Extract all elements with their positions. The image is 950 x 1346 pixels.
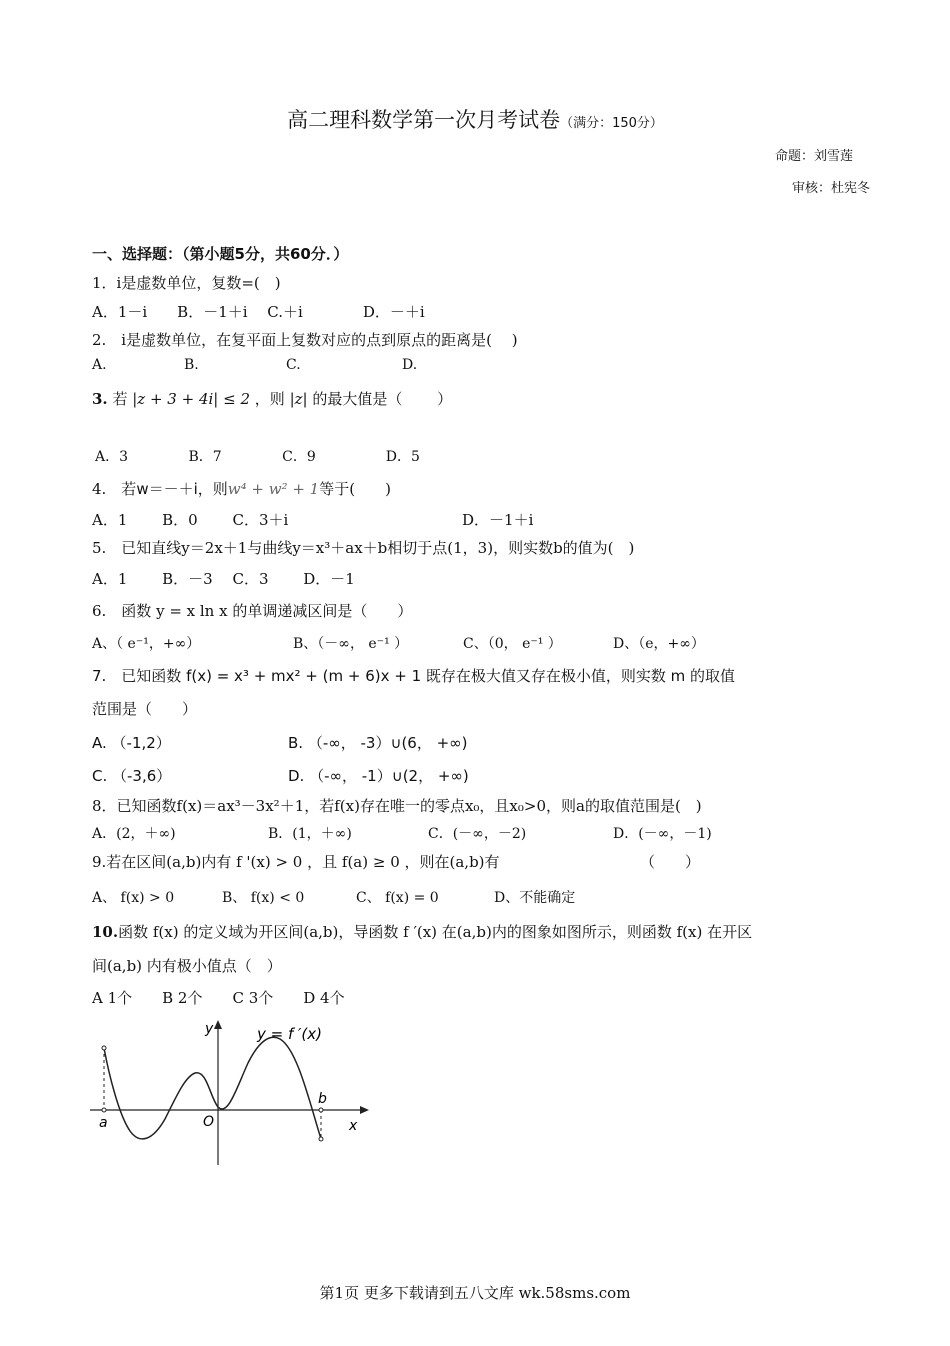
- q7-option-a: A. （-1,2）: [92, 734, 171, 752]
- q9-paren: （ ）: [640, 853, 701, 871]
- q4-stem: [92, 478, 391, 499]
- q3-number: 3.: [92, 390, 108, 408]
- q10-stem-text: 函数 f(x) 的定义域为开区间(a,b)，导函数 f ′(x) 在(a,b)内的图象如图所示，则函数 f(x) 在开区: [118, 923, 753, 941]
- curve-label: y = f ′(x): [257, 1025, 323, 1043]
- q7-stem: 7. 已知函数 f(x) = x³ + mx² + (m + 6)x + 1 既存在极大值又存在极小值，则实数 m 的取值: [92, 667, 736, 685]
- q9-option-d: D、不能确定: [494, 890, 576, 906]
- score-note: （满分：150分）: [560, 116, 663, 131]
- y-label: y: [205, 1021, 214, 1037]
- q2-option-b: B.: [184, 357, 199, 373]
- x-axis-arrow-icon: [360, 1106, 369, 1114]
- q2-option-d: D.: [402, 357, 418, 373]
- q10-options: A 1个 B 2个 C 3个 D 4个: [92, 989, 345, 1007]
- title-text: 高二理科数学第一次月考试卷: [287, 108, 561, 132]
- open-endpoint-a: [102, 1046, 106, 1050]
- q7-option-d: D. （-∞， -1）∪(2， +∞): [288, 767, 469, 785]
- derivative-graph: [85, 1015, 375, 1175]
- point-b: [319, 1108, 323, 1112]
- q7-stem-2: 范围是（ ）: [92, 700, 198, 718]
- q7-option-c: C. （-3,6）: [92, 767, 172, 785]
- q8-option-a: A．(2，＋∞): [92, 826, 176, 842]
- a-label: a: [99, 1115, 108, 1131]
- q6-option-a: A、（ e⁻¹，+∞）: [92, 636, 201, 652]
- page-footer: 第1页 更多下载请到五八文库 wk.58sms.com: [319, 1284, 631, 1302]
- q10-stem: [92, 921, 752, 942]
- q6-option-d: D、（e，+∞）: [613, 636, 705, 652]
- q8-stem: 8．已知函数f(x)＝ax³－3x²＋1，若f(x)存在唯一的零点x₀，且x₀>0，则a的取值范围是( ): [92, 797, 702, 815]
- open-endpoint-b: [319, 1137, 323, 1141]
- q9-option-c: C、 f(x) = 0: [356, 890, 439, 906]
- q6-option-c: C、（0， e⁻¹ ）: [463, 636, 562, 652]
- q3-post: 的最大值是（ ）: [312, 390, 453, 408]
- q4-mid: ，则: [197, 480, 228, 498]
- q5-options: A．1 B．－3 C．3 D．－1: [92, 570, 355, 588]
- q1-stem: 1．i是虚数单位，复数=( ): [92, 274, 281, 292]
- q3-stem: [92, 388, 452, 409]
- q2-option-a: A.: [92, 357, 107, 373]
- q3-expression: |z + 3 + 4i| ≤ 2: [132, 390, 251, 408]
- origin-label: O: [203, 1114, 215, 1130]
- y-axis-arrow-icon: [214, 1020, 222, 1029]
- q9-option-a: A、 f(x) > 0: [92, 890, 175, 906]
- q1-options: A．1－i B．－1＋i C.＋i D．－＋i: [92, 303, 425, 321]
- q4-option-d: D．－1＋i: [462, 511, 534, 529]
- reviewer-line: 审核：杜宪冬: [792, 181, 871, 196]
- x-label: x: [349, 1118, 358, 1134]
- q9-stem: 9.若在区间(a,b)内有 f '(x) > 0 ，且 f(a) ≥ 0 ，则在(a,b)有: [92, 853, 500, 871]
- q3-pre: 若: [112, 390, 128, 408]
- q8-option-c: C．(－∞，－2): [428, 826, 527, 842]
- q6-stem: 6. 函数 y = x ln x 的单调递减区间是（ ）: [92, 602, 413, 620]
- q3-expression-2: |z|: [289, 390, 308, 408]
- q9-option-b: B、 f(x) < 0: [222, 890, 305, 906]
- point-a: [102, 1108, 106, 1112]
- q8-option-b: B．(1，＋∞): [268, 826, 352, 842]
- author-line: 命题：刘雪莲: [775, 149, 854, 164]
- q8-option-d: D．(－∞，－1): [613, 826, 712, 842]
- q10-stem-2: 间(a,b) 内有极小值点（ ）: [92, 957, 282, 975]
- q3-options: A．3 B．7 C．9 D．5: [95, 449, 420, 465]
- q6-option-b: B、（－∞， e⁻¹ ）: [293, 636, 409, 652]
- q5-stem: 5. 已知直线y＝2x＋1与曲线y＝x³＋ax＋b相切于点(1，3)，则实数b的值为( ): [92, 539, 635, 557]
- q4-w: w＝－＋i: [136, 480, 198, 498]
- page-title: [0, 104, 950, 134]
- q4-post: 等于( ): [319, 480, 391, 498]
- q4-expression: w⁴ + w² + 1: [227, 480, 320, 498]
- b-label: b: [318, 1091, 327, 1107]
- q7-option-b: B. （-∞， -3）∪(6， +∞): [288, 734, 468, 752]
- q2-stem: 2. i是虚数单位，在复平面上复数对应的点到原点的距离是( ): [92, 331, 518, 349]
- section-heading: 一、选择题：（第小题5分，共60分．）: [92, 245, 349, 263]
- q10-number: 10.: [92, 923, 119, 941]
- q4-pre: 4. 若: [92, 480, 137, 498]
- q4-options: A．1 B．0 C．3＋i: [92, 511, 289, 529]
- q2-option-c: C.: [286, 357, 301, 373]
- q3-mid: ，则: [254, 390, 285, 408]
